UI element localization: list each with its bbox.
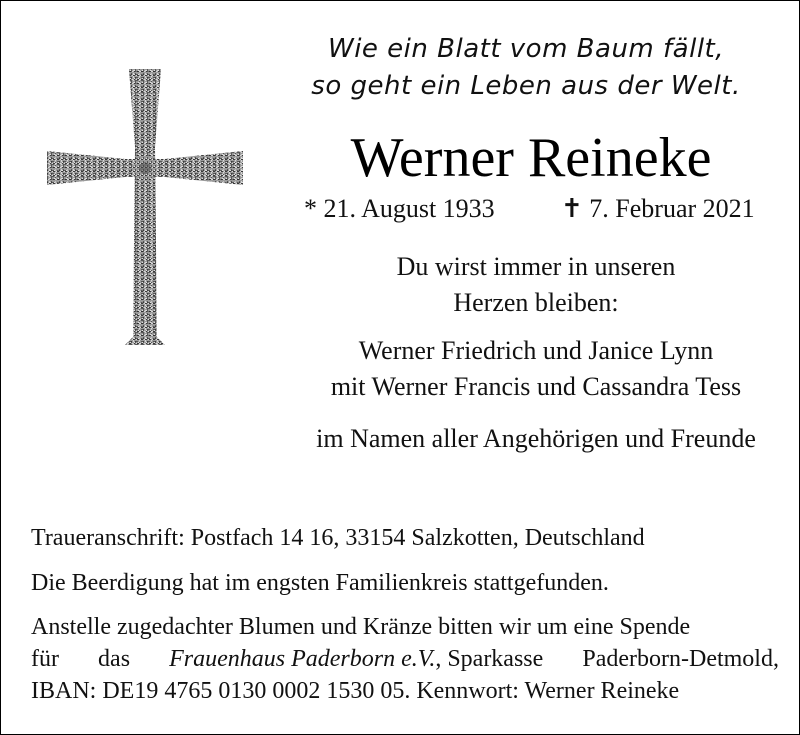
condolence-address: Traueranschrift: Postfach 14 16, 33154 Salzkotten, Deutschland bbox=[31, 525, 645, 551]
motto-line-2: so geht ein Leben aus der Welt. bbox=[311, 71, 741, 101]
donation-word-2: das bbox=[98, 646, 131, 672]
mourners-line-1: Werner Friedrich und Janice Lynn bbox=[358, 336, 714, 365]
funeral-note: Die Beerdigung hat im engsten Familienkreis stattgefunden. bbox=[31, 570, 609, 596]
message bbox=[286, 249, 786, 321]
mourners-line-2: mit Werner Francis und Cassandra Tess bbox=[330, 372, 742, 401]
donation-organization: Frauenhaus Paderborn e.V. bbox=[169, 646, 436, 672]
donation-line-2 bbox=[31, 643, 779, 675]
donation-org-group bbox=[169, 643, 543, 675]
donation-bank: , Sparkasse bbox=[435, 646, 544, 672]
motto-line-1: Wie ein Blatt vom Baum fällt, bbox=[327, 34, 725, 64]
message-line-2: Herzen bleiben: bbox=[453, 288, 619, 317]
mourners-closing: im Namen aller Angehörigen und Freunde bbox=[316, 424, 756, 453]
motto bbox=[301, 31, 751, 105]
donation-city: Paderborn-Detmold, bbox=[582, 646, 779, 672]
mourners bbox=[286, 333, 786, 405]
donation-word-1: für bbox=[31, 646, 59, 672]
deceased-name: Werner Reineke bbox=[350, 127, 712, 189]
donation-request bbox=[31, 611, 779, 707]
death-date: ✝ 7. Februar 2021 bbox=[561, 194, 755, 223]
message-line-1: Du wirst immer in unseren bbox=[396, 252, 676, 281]
donation-line-3: IBAN: DE19 4765 0130 0002 1530 05. Kennwort: Werner Reineke bbox=[31, 678, 680, 704]
birth-date: * 21. August 1933 bbox=[304, 194, 495, 223]
donation-line-1: Anstelle zugedachter Blumen und Kränze bitten wir um eine Spende bbox=[31, 614, 691, 640]
cross-icon bbox=[45, 67, 245, 347]
